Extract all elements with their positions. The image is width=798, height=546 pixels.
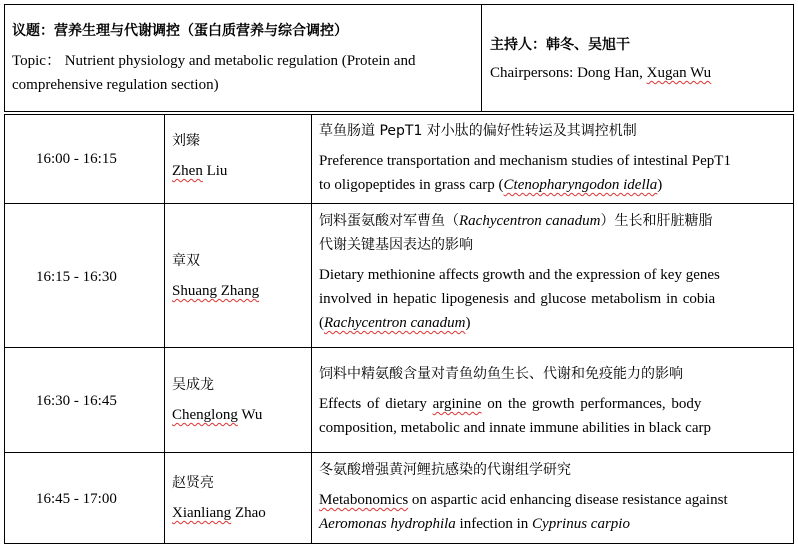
talk-title-en-keyword: Metabonomics xyxy=(319,492,409,508)
talk-title-cn: 冬氨酸增强黄河鲤抗感染的代谢组学研究 xyxy=(319,462,571,478)
species-name: Ctenopharyngodon idella xyxy=(503,177,658,193)
speaker-name-en xyxy=(172,502,266,524)
speaker-name-cn: 刘臻 xyxy=(172,133,200,149)
speaker-name-en xyxy=(172,404,262,426)
session-time: 16:15 - 16:30 xyxy=(36,269,117,285)
col-divider-2 xyxy=(311,114,312,544)
talk-title-en-text: infection in xyxy=(455,516,533,532)
chairpersons-en xyxy=(490,62,711,84)
speaker-name-en xyxy=(172,280,259,302)
header-divider xyxy=(481,4,482,112)
talk-title-en-line3 xyxy=(319,312,470,334)
talk-title-cn: 草鱼肠道 PepT1 对小肽的偏好性转运及其调控机制 xyxy=(319,123,637,139)
session-time: 16:00 - 16:15 xyxy=(36,151,117,167)
talk-title-cn-line2: 代谢关键基因表达的影响 xyxy=(319,237,473,253)
speaker-name-en-first: Xianliang xyxy=(172,505,232,521)
speaker-name-en-last: Liu xyxy=(202,163,228,179)
session-time: 16:30 - 16:45 xyxy=(36,393,117,409)
row-divider-2 xyxy=(4,347,794,348)
col-divider-1 xyxy=(164,114,165,544)
topic-cn: 议题：营养生理与代谢调控（蛋白质营养与综合调控） xyxy=(12,23,348,39)
speaker-name-en-first: Chenglong xyxy=(172,407,238,423)
talk-title-en-line2: composition, metabolic and innate immune abilities in black carp xyxy=(319,420,711,436)
talk-title-cn-text: 饲料蛋氨酸对军曹鱼（ xyxy=(319,213,459,229)
talk-title-cn-line1 xyxy=(319,210,712,232)
speaker-name-en-full: Shuang Zhang xyxy=(172,283,260,299)
speaker-name-cn: 章双 xyxy=(172,253,200,269)
talk-title-cn-text: ）生长和肝脏糖脂 xyxy=(600,213,713,229)
species-name: Aeromonas hydrophila xyxy=(319,516,456,532)
chairpersons-cn: 主持人：韩冬、吴旭干 xyxy=(490,37,630,53)
talk-title-en-line2 xyxy=(319,513,630,535)
talk-title-en-line1 xyxy=(319,393,701,415)
speaker-name-cn: 赵贤亮 xyxy=(172,475,214,491)
row-divider-3 xyxy=(4,452,794,453)
speaker-name-en-last: Wu xyxy=(237,407,263,423)
talk-title-en-text: ) xyxy=(465,315,471,331)
speaker-name-en-first: Zhen xyxy=(172,163,203,179)
topic-en-line2: comprehensive regulation section) xyxy=(12,77,219,93)
session-time: 16:45 - 17:00 xyxy=(36,491,117,507)
speaker-name-en xyxy=(172,160,227,182)
row-divider-1 xyxy=(4,203,794,204)
talk-title-en-line1: Preference transportation and mechanism studies of intestinal PepT1 xyxy=(319,153,731,169)
talk-title-en-text: on the growth performances, body xyxy=(481,396,702,412)
talk-title-en-text: ( xyxy=(319,315,324,331)
talk-title-en-line2: involved in hepatic lipogenesis and glucose metabolism in cobia xyxy=(319,291,716,307)
talk-title-en-line1 xyxy=(319,489,728,511)
species-name: Cyprinus carpio xyxy=(532,516,630,532)
speaker-name-en-last: Zhao xyxy=(231,505,266,521)
talk-title-en-text: to oligopeptides in grass carp ( xyxy=(319,177,504,193)
talk-title-en-text: ) xyxy=(657,177,663,193)
chairpersons-en-name: Xugan Wu xyxy=(646,65,712,81)
talk-title-cn: 饲料中精氨酸含量对青鱼幼鱼生长、代谢和免疫能力的影响 xyxy=(319,366,683,382)
talk-title-en-text: Effects of dietary xyxy=(319,396,433,412)
talk-title-en-line1: Dietary methionine affects growth and the expression of key genes xyxy=(319,267,720,283)
chairpersons-en-prefix: Chairpersons: Dong Han, xyxy=(490,65,647,81)
talk-title-en-text: on aspartic acid enhancing disease resistance against xyxy=(408,492,728,508)
species-name: Rachycentron canadum xyxy=(459,213,601,229)
topic-en-line1: Topic： Nutrient physiology and metabolic regulation (Protein and xyxy=(12,53,416,69)
talk-title-en-keyword: arginine xyxy=(432,396,482,412)
species-name: Rachycentron canadum xyxy=(324,315,466,331)
talk-title-en-line2 xyxy=(319,174,662,196)
speaker-name-cn: 吴成龙 xyxy=(172,377,214,393)
